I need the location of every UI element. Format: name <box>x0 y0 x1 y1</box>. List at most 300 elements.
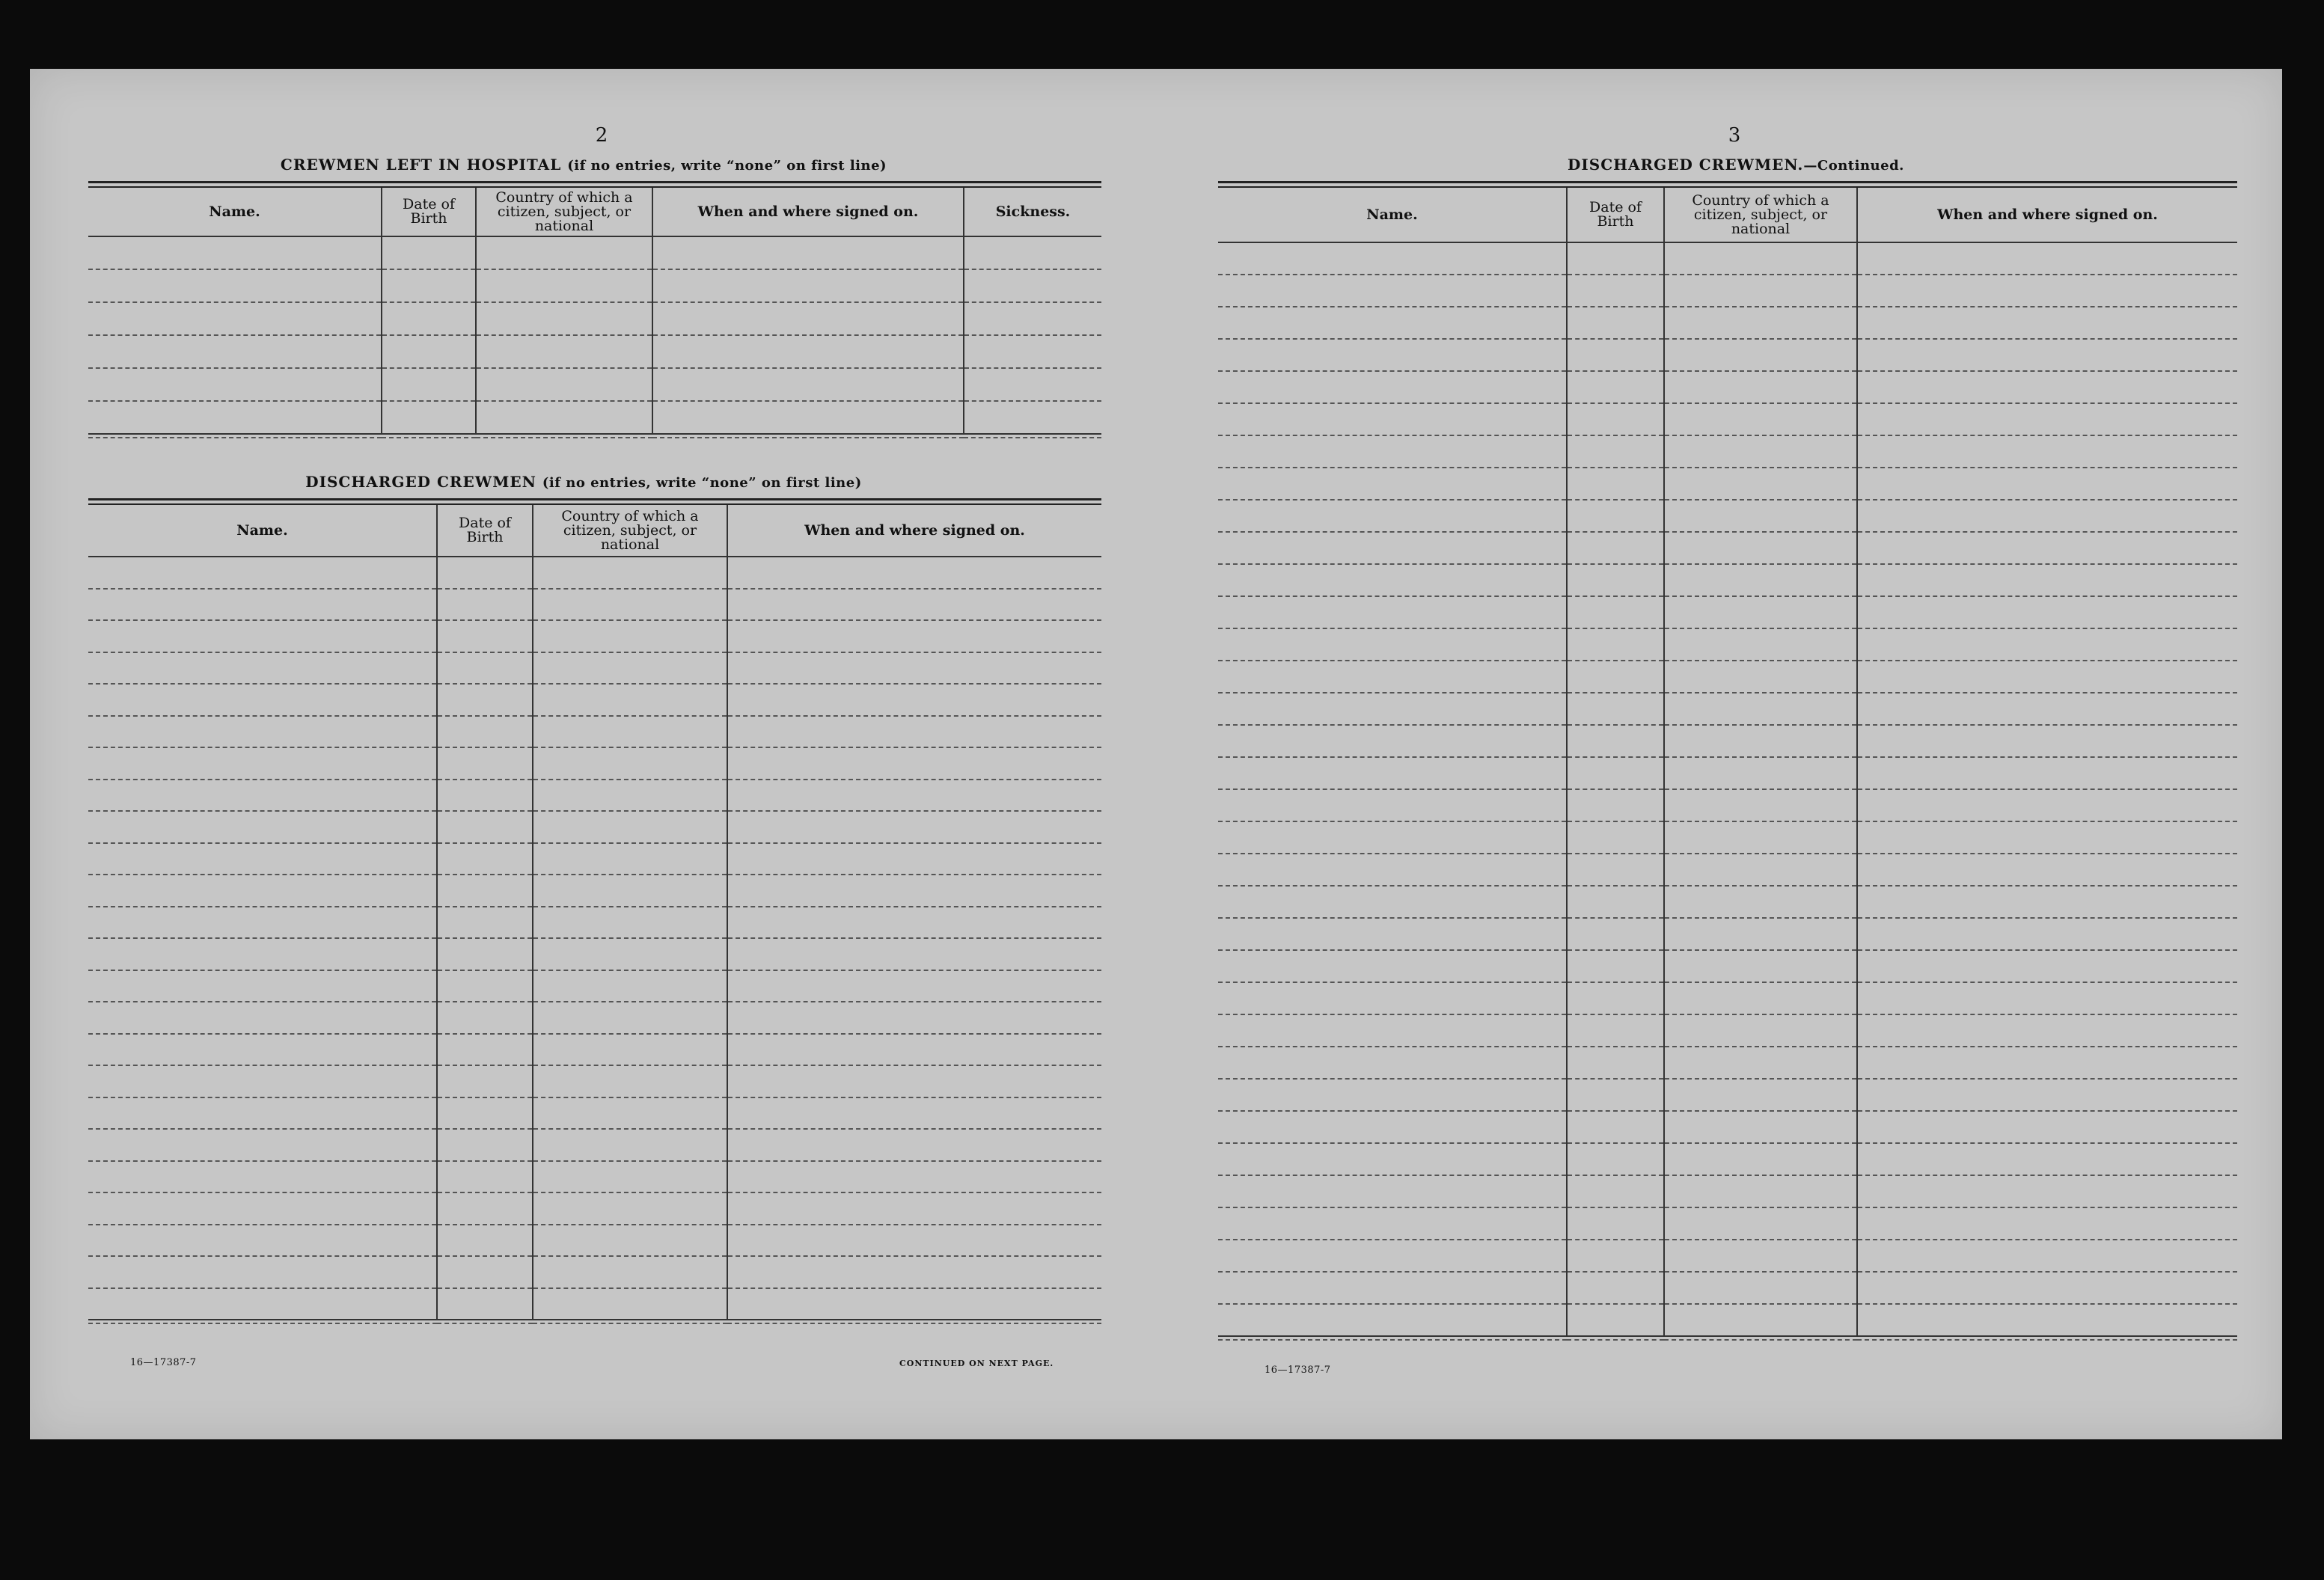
table-cell <box>533 875 727 907</box>
table-cell <box>1567 725 1664 757</box>
table-cell <box>1567 854 1664 886</box>
table-cell <box>652 236 964 269</box>
table-cell <box>88 1288 437 1320</box>
table-cell <box>1567 1111 1664 1143</box>
table-row <box>88 335 1101 368</box>
hospital-table <box>88 181 1101 438</box>
table-cell <box>1218 661 1567 693</box>
table-row <box>1218 275 2237 307</box>
table-cell <box>1218 1014 1567 1047</box>
table-cell <box>382 335 476 368</box>
table-cell <box>1218 596 1567 628</box>
table-row <box>88 843 1101 875</box>
table-cell <box>727 970 1101 1002</box>
table-cell <box>533 970 727 1002</box>
table-cell <box>437 970 533 1002</box>
continued-note: CONTINUED ON NEXT PAGE. <box>899 1359 1054 1368</box>
table-cell <box>1664 950 1857 982</box>
table-cell <box>1857 661 2237 693</box>
table-cell <box>964 302 1101 335</box>
table-cell <box>1857 693 2237 725</box>
table-cell <box>1218 500 1567 532</box>
table-cell <box>727 652 1101 685</box>
table-cell <box>1857 468 2237 500</box>
table-cell <box>1218 854 1567 886</box>
table-cell <box>533 780 727 812</box>
table-cell <box>1218 307 1567 339</box>
table-cell <box>476 335 652 368</box>
table-cell <box>1567 242 1664 275</box>
table-cell <box>88 1192 437 1225</box>
table-cell <box>437 652 533 685</box>
table-cell <box>533 1065 727 1097</box>
table-cell <box>727 1034 1101 1066</box>
table-cell <box>1857 1207 2237 1240</box>
table-cell <box>88 1034 437 1066</box>
table-cell <box>1664 628 1857 661</box>
discharged-section-title <box>90 473 1077 491</box>
table-cell <box>88 938 437 970</box>
table-cell <box>1857 371 2237 403</box>
table-cell <box>727 907 1101 939</box>
table-cell <box>88 589 437 621</box>
table-cell <box>533 747 727 780</box>
table-cell <box>1664 918 1857 950</box>
table-cell <box>437 1161 533 1193</box>
table-row <box>1218 661 2237 693</box>
table-cell <box>1218 1272 1567 1304</box>
table-cell <box>1664 532 1857 564</box>
table-row <box>88 1288 1101 1320</box>
table-cell <box>1857 628 2237 661</box>
table-cell <box>533 652 727 685</box>
table-cell <box>1218 982 1567 1014</box>
table-cell <box>1567 1207 1664 1240</box>
table-cell <box>1218 1079 1567 1111</box>
table-cell <box>1567 982 1664 1014</box>
table-cell <box>727 1256 1101 1288</box>
table-cell <box>533 811 727 843</box>
table-cell <box>1664 242 1857 275</box>
table-cell <box>1218 757 1567 789</box>
table-cell <box>1218 403 1567 435</box>
column-header-signed-on: When and where signed on. <box>1857 187 2237 242</box>
table-row <box>1218 403 2237 435</box>
column-header-country: Country of which a citizen, subject, or national <box>533 504 727 557</box>
table-cell <box>1567 661 1664 693</box>
table-cell <box>1567 468 1664 500</box>
table-cell <box>964 335 1101 368</box>
table-row <box>88 684 1101 716</box>
table-cell <box>1664 435 1857 468</box>
table-row <box>88 1192 1101 1225</box>
table-row <box>1218 596 2237 628</box>
table-row <box>1218 693 2237 725</box>
table-cell <box>1567 307 1664 339</box>
discharged-table <box>88 498 1101 1324</box>
table-cell <box>1857 886 2237 918</box>
table-cell <box>1567 789 1664 821</box>
table-row <box>1218 918 2237 950</box>
table-cell <box>652 302 964 335</box>
table-row <box>1218 532 2237 564</box>
table-row <box>1218 1207 2237 1240</box>
table-cell <box>382 368 476 401</box>
hospital-note: (if no entries, write “none” on first line) <box>567 158 887 174</box>
table-cell <box>476 269 652 302</box>
table-cell <box>1218 1047 1567 1079</box>
table-cell <box>1567 918 1664 950</box>
table-cell <box>1664 821 1857 854</box>
table-cell <box>533 1002 727 1034</box>
table-row <box>1218 757 2237 789</box>
table-row <box>1218 371 2237 403</box>
table-cell <box>88 368 382 401</box>
table-cell <box>88 1129 437 1161</box>
table-cell <box>1664 275 1857 307</box>
table-cell <box>1567 1047 1664 1079</box>
table-cell <box>476 401 652 434</box>
table-cell <box>1857 1143 2237 1175</box>
table-cell <box>88 1065 437 1097</box>
table-cell <box>533 716 727 748</box>
table-cell <box>1567 371 1664 403</box>
table-cell <box>533 1192 727 1225</box>
table-row <box>1218 1272 2237 1304</box>
table-row <box>1218 564 2237 596</box>
table-cell <box>1664 1272 1857 1304</box>
table-cell <box>1857 757 2237 789</box>
table-row <box>88 1065 1101 1097</box>
table-row <box>88 1129 1101 1161</box>
table-cell <box>437 811 533 843</box>
table-cell <box>382 401 476 434</box>
table-cell <box>437 1065 533 1097</box>
table-row <box>1218 500 2237 532</box>
table-row <box>88 557 1101 589</box>
table-cell <box>1218 821 1567 854</box>
table-cell <box>1664 500 1857 532</box>
table-cell <box>727 1225 1101 1257</box>
table-cell <box>1567 275 1664 307</box>
table-cell <box>437 1002 533 1034</box>
table-cell <box>88 401 382 434</box>
table-row <box>88 302 1101 335</box>
column-header-date-of-birth: Date of Birth <box>1567 187 1664 242</box>
table-row <box>1218 1240 2237 1272</box>
table-cell <box>727 780 1101 812</box>
table-cell <box>1857 1014 2237 1047</box>
table-row <box>88 875 1101 907</box>
table-cell <box>88 269 382 302</box>
table-cell <box>437 620 533 652</box>
table-cell <box>88 1225 437 1257</box>
continued-label: —Continued. <box>1803 158 1904 174</box>
table-cell <box>652 335 964 368</box>
table-cell <box>476 302 652 335</box>
table-cell <box>727 716 1101 748</box>
table-cell <box>1857 564 2237 596</box>
table-cell <box>1664 1143 1857 1175</box>
table-cell <box>88 335 382 368</box>
table-cell <box>1857 982 2237 1014</box>
table-row <box>88 938 1101 970</box>
table-cell <box>476 368 652 401</box>
table-cell <box>437 1097 533 1130</box>
table-cell <box>727 938 1101 970</box>
discharged-continued-table <box>1218 181 2237 1341</box>
table-cell <box>533 557 727 589</box>
table-cell <box>437 557 533 589</box>
table-row <box>1218 468 2237 500</box>
table-cell <box>1664 403 1857 435</box>
table-cell <box>88 1002 437 1034</box>
table-cell <box>1664 661 1857 693</box>
table-cell <box>727 811 1101 843</box>
table-cell <box>1857 950 2237 982</box>
table-row <box>88 269 1101 302</box>
table-cell <box>382 236 476 269</box>
table-cell <box>1857 1304 2237 1336</box>
table-cell <box>1664 1304 1857 1336</box>
table-cell <box>1567 757 1664 789</box>
table-cell <box>1567 532 1664 564</box>
table-cell <box>1218 275 1567 307</box>
table-cell <box>964 368 1101 401</box>
table-cell <box>1857 789 2237 821</box>
table-cell <box>727 589 1101 621</box>
table-cell <box>1218 339 1567 371</box>
table-row <box>88 907 1101 939</box>
table-row <box>88 747 1101 780</box>
table-cell <box>382 269 476 302</box>
table-cell <box>652 269 964 302</box>
table-cell <box>1567 1304 1664 1336</box>
table-row <box>1218 339 2237 371</box>
table-cell <box>437 907 533 939</box>
table-cell <box>727 1065 1101 1097</box>
table-cell <box>727 1002 1101 1034</box>
table-cell <box>1664 371 1857 403</box>
table-cell <box>437 1288 533 1320</box>
table-cell <box>88 843 437 875</box>
column-header-sickness: Sickness. <box>964 187 1101 236</box>
table-cell <box>533 1225 727 1257</box>
table-cell <box>437 938 533 970</box>
table-cell <box>1218 468 1567 500</box>
table-cell <box>88 747 437 780</box>
table-row <box>1218 725 2237 757</box>
table-cell <box>1218 628 1567 661</box>
table-cell <box>1857 1272 2237 1304</box>
page-number: 3 <box>1728 124 1741 147</box>
table-cell <box>1857 725 2237 757</box>
table-cell <box>652 401 964 434</box>
table-cell <box>88 1256 437 1288</box>
table-cell <box>727 1192 1101 1225</box>
table-cell <box>1218 789 1567 821</box>
table-row <box>1218 1047 2237 1079</box>
table-cell <box>1857 500 2237 532</box>
table-cell <box>1857 532 2237 564</box>
table-cell <box>964 401 1101 434</box>
table-row <box>88 368 1101 401</box>
table-cell <box>1218 693 1567 725</box>
table-cell <box>88 557 437 589</box>
table-row <box>1218 789 2237 821</box>
table-cell <box>727 1129 1101 1161</box>
table-cell <box>1218 1143 1567 1175</box>
table-cell <box>88 970 437 1002</box>
table-row <box>88 620 1101 652</box>
table-cell <box>1664 339 1857 371</box>
table-cell <box>1218 1175 1567 1207</box>
table-cell <box>533 1129 727 1161</box>
table-cell <box>1567 886 1664 918</box>
table-cell <box>1567 1272 1664 1304</box>
table-cell <box>1218 725 1567 757</box>
table-cell <box>88 302 382 335</box>
table-cell <box>727 1161 1101 1193</box>
table-row <box>88 236 1101 269</box>
column-header-name: Name. <box>88 504 437 557</box>
table-cell <box>382 302 476 335</box>
discharged-continued-heading: DISCHARGED CREWMEN. <box>1568 156 1804 174</box>
right-page <box>1160 69 2282 1439</box>
table-cell <box>1218 242 1567 275</box>
table-cell <box>1567 596 1664 628</box>
table-cell <box>1567 1143 1664 1175</box>
table-cell <box>1857 918 2237 950</box>
table-cell <box>533 1288 727 1320</box>
table-cell <box>1218 532 1567 564</box>
table-row <box>1218 1111 2237 1143</box>
discharged-continued-title <box>1220 156 2252 174</box>
table-cell <box>437 747 533 780</box>
table-cell <box>1218 435 1567 468</box>
table-cell <box>964 236 1101 269</box>
table-row <box>88 1256 1101 1288</box>
table-cell <box>1567 1014 1664 1047</box>
table-row <box>1218 435 2237 468</box>
table-cell <box>1567 500 1664 532</box>
table-cell <box>727 1288 1101 1320</box>
table-cell <box>1857 307 2237 339</box>
column-header-name: Name. <box>1218 187 1567 242</box>
table-cell <box>1857 1240 2237 1272</box>
table-cell <box>1664 1079 1857 1111</box>
table-cell <box>437 1192 533 1225</box>
table-row <box>1218 1079 2237 1111</box>
table-cell <box>1567 950 1664 982</box>
table-cell <box>1857 854 2237 886</box>
table-cell <box>1664 982 1857 1014</box>
table-cell <box>727 1097 1101 1130</box>
table-cell <box>1664 1175 1857 1207</box>
table-row <box>88 401 1101 434</box>
table-cell <box>437 843 533 875</box>
table-cell <box>88 811 437 843</box>
table-cell <box>1857 339 2237 371</box>
table-cell <box>88 875 437 907</box>
table-row <box>1218 982 2237 1014</box>
table-cell <box>1664 596 1857 628</box>
table-cell <box>727 557 1101 589</box>
table-cell <box>1567 339 1664 371</box>
table-cell <box>533 907 727 939</box>
table-cell <box>1567 693 1664 725</box>
table-row <box>88 811 1101 843</box>
table-cell <box>1664 1014 1857 1047</box>
table-cell <box>1664 307 1857 339</box>
ledger-sheet <box>30 69 2282 1439</box>
table-cell <box>437 875 533 907</box>
column-header-signed-on: When and where signed on. <box>727 504 1101 557</box>
table-cell <box>88 236 382 269</box>
table-cell <box>964 269 1101 302</box>
table-cell <box>88 684 437 716</box>
table-row <box>1218 886 2237 918</box>
table-row <box>88 1161 1101 1193</box>
table-cell <box>88 1161 437 1193</box>
table-cell <box>1218 950 1567 982</box>
table-cell <box>1218 1111 1567 1143</box>
table-row <box>88 652 1101 685</box>
table-cell <box>1567 1079 1664 1111</box>
table-cell <box>88 1097 437 1130</box>
table-cell <box>1664 1111 1857 1143</box>
table-cell <box>1218 1240 1567 1272</box>
table-row <box>88 1002 1101 1034</box>
table-cell <box>1664 1047 1857 1079</box>
table-cell <box>1567 435 1664 468</box>
table-cell <box>1857 403 2237 435</box>
table-cell <box>1664 1207 1857 1240</box>
table-cell <box>1664 789 1857 821</box>
table-cell <box>1857 1111 2237 1143</box>
table-cell <box>437 716 533 748</box>
table-cell <box>1218 1207 1567 1240</box>
table-cell <box>1567 564 1664 596</box>
table-cell <box>1664 886 1857 918</box>
table-cell <box>88 907 437 939</box>
table-cell <box>437 1256 533 1288</box>
column-header-country: Country of which a citizen, subject, or national <box>1664 187 1857 242</box>
table-cell <box>727 875 1101 907</box>
table-cell <box>437 1034 533 1066</box>
table-cell <box>1857 596 2237 628</box>
table-cell <box>1857 1175 2237 1207</box>
table-cell <box>1664 854 1857 886</box>
table-cell <box>1664 693 1857 725</box>
column-header-date-of-birth: Date of Birth <box>382 187 476 236</box>
column-header-signed-on: When and where signed on. <box>652 187 964 236</box>
column-header-date-of-birth: Date of Birth <box>437 504 533 557</box>
table-cell <box>533 1034 727 1066</box>
table-cell <box>652 368 964 401</box>
table-row <box>88 716 1101 748</box>
table-cell <box>437 1225 533 1257</box>
table-cell <box>1857 1079 2237 1111</box>
table-cell <box>1567 628 1664 661</box>
hospital-section-title <box>90 156 1077 174</box>
table-row <box>1218 1304 2237 1336</box>
table-cell <box>1218 1304 1567 1336</box>
table-row <box>1218 1143 2237 1175</box>
table-row <box>88 1034 1101 1066</box>
table-row <box>88 1225 1101 1257</box>
table-cell <box>1218 886 1567 918</box>
